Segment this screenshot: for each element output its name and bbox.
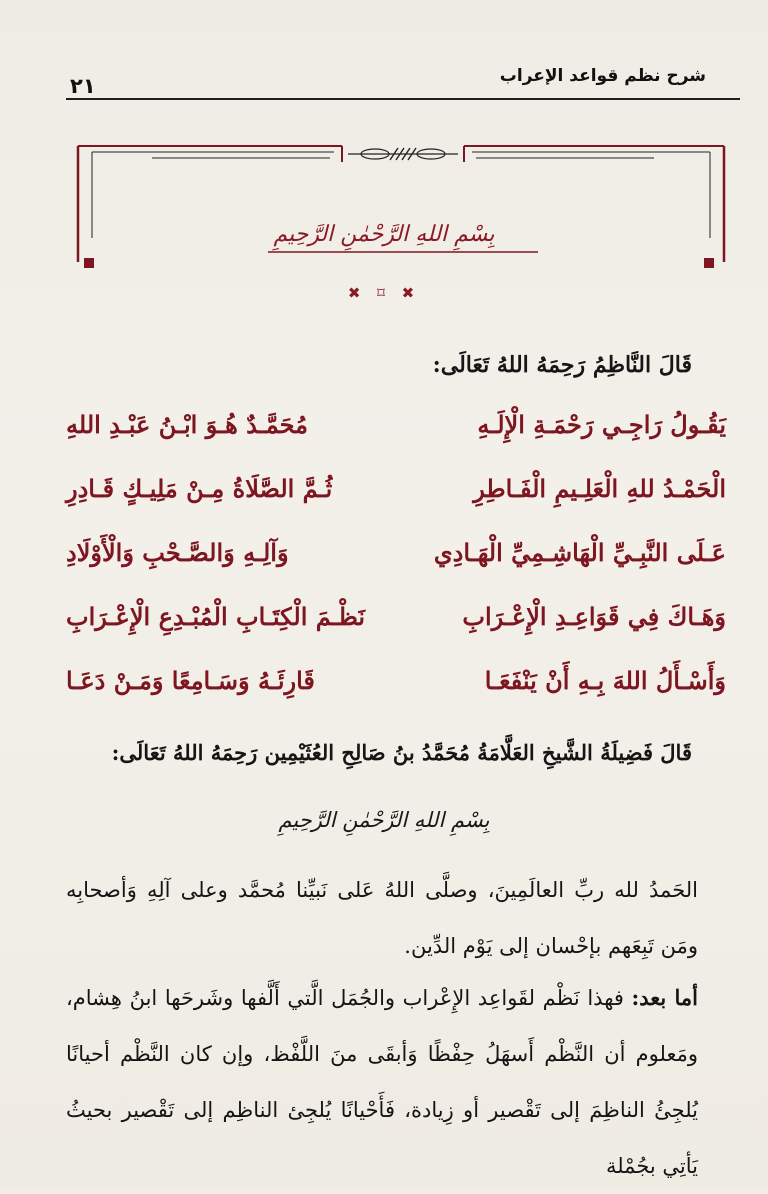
header-rule: [66, 98, 740, 100]
verse-first-half: وَهَـاكَ فِي قَوَاعِـدِ الْإِعْـرَابِ: [462, 602, 726, 631]
verse-first-half: عَـلَى النَّبِـيِّ الْهَاشِـمِيِّ الْهَـادِي: [433, 538, 726, 567]
verse-first-half: الْحَمْـدُ للهِ الْعَلِـيمِ الْفَـاطِرِ: [473, 474, 726, 503]
verse-row: [62, 464, 730, 528]
star-divider: ✖ ⌑ ✖: [347, 284, 421, 302]
verse-second-half: نَظْـمَ الْكِتَـابِ الْمُبْـدِعِ الْإِعْـرَابِ: [66, 602, 366, 631]
verse-second-half: مُحَمَّـدٌ هُـوَ ابْـنُ عَبْـدِ اللهِ: [66, 410, 308, 439]
verse-first-half: وَأَسْـأَلُ اللهَ بِـهِ أَنْ يَنْفَعَـا: [484, 666, 726, 695]
ornamental-frame: [72, 138, 734, 278]
commentary-basmala: بِسْمِ اللهِ الرَّحْمٰنِ الرَّحِيمِ: [278, 808, 490, 832]
verse-row: [62, 656, 730, 720]
paragraph-lead: أما بعد:: [631, 985, 698, 1010]
verse-second-half: ثُـمَّ الصَّلَاةُ مِـنْ مَلِيـكٍ قَـادِرِ: [66, 474, 333, 503]
paragraph-body: فهذا نَظْم لقَواعِد الإِعْراب والجُمَل الَّتي أَلَّفها وشَرحَها ابنُ هِشام، ومَعلوم أن النَّظْم أَسهَلُ حِفْظًا وَأبقَى منَ اللَّفْظ، وإن كان النَّظْم أحيانًا يُلجِئُ الناظِمَ إلى تَقْصير أو زِيادة، فَأَحْيانًا يُلجِئ الناظِم إلى تَقْصير بحيثُ يَأتِي بجُمْلة: [66, 986, 698, 1178]
paragraph-introduction: [66, 970, 698, 1194]
page-number: ٢١: [70, 74, 96, 98]
verse-row: [62, 528, 730, 592]
verse-row: [62, 592, 730, 656]
poem: [62, 400, 730, 710]
poem-intro: قَالَ النَّاظِمُ رَحِمَهُ اللهُ تَعَالَى:: [432, 352, 692, 378]
verse-first-half: يَقُـولُ رَاجِـي رَحْمَـةِ الْإِلَـهِ: [477, 410, 726, 439]
verse-row: [62, 400, 730, 464]
running-title: شرح نظم قواعد الإعراب: [499, 66, 706, 86]
ornament-basmala: بِسْمِ اللهِ الرَّحْمٰنِ الرَّحِيمِ: [273, 222, 495, 247]
verse-second-half: قَارِئَـهُ وَسَـامِعًا وَمَـنْ دَعَـا: [66, 666, 315, 695]
commentary-intro: قَالَ فَضِيلَةُ الشَّيخِ العَلَّامَةُ مُحَمَّدُ بنُ صَالِحِ العُثَيْمِين رَحِمَهُ اللهُ تَعَالَى:: [111, 740, 692, 765]
verse-second-half: وَآلِـهِ وَالصَّـحْبِ وَالْأَوْلَادِ: [66, 538, 289, 567]
paragraph-praise: الحَمدُ لله ربِّ العالَمِينَ، وصلَّى اللهُ عَلى نَبيِّنا مُحمَّد وعلى آلِهِ وَأصحابِه ومَن تَبِعَهم بإحْسان إلى يَوْم الدِّين.: [66, 878, 698, 958]
